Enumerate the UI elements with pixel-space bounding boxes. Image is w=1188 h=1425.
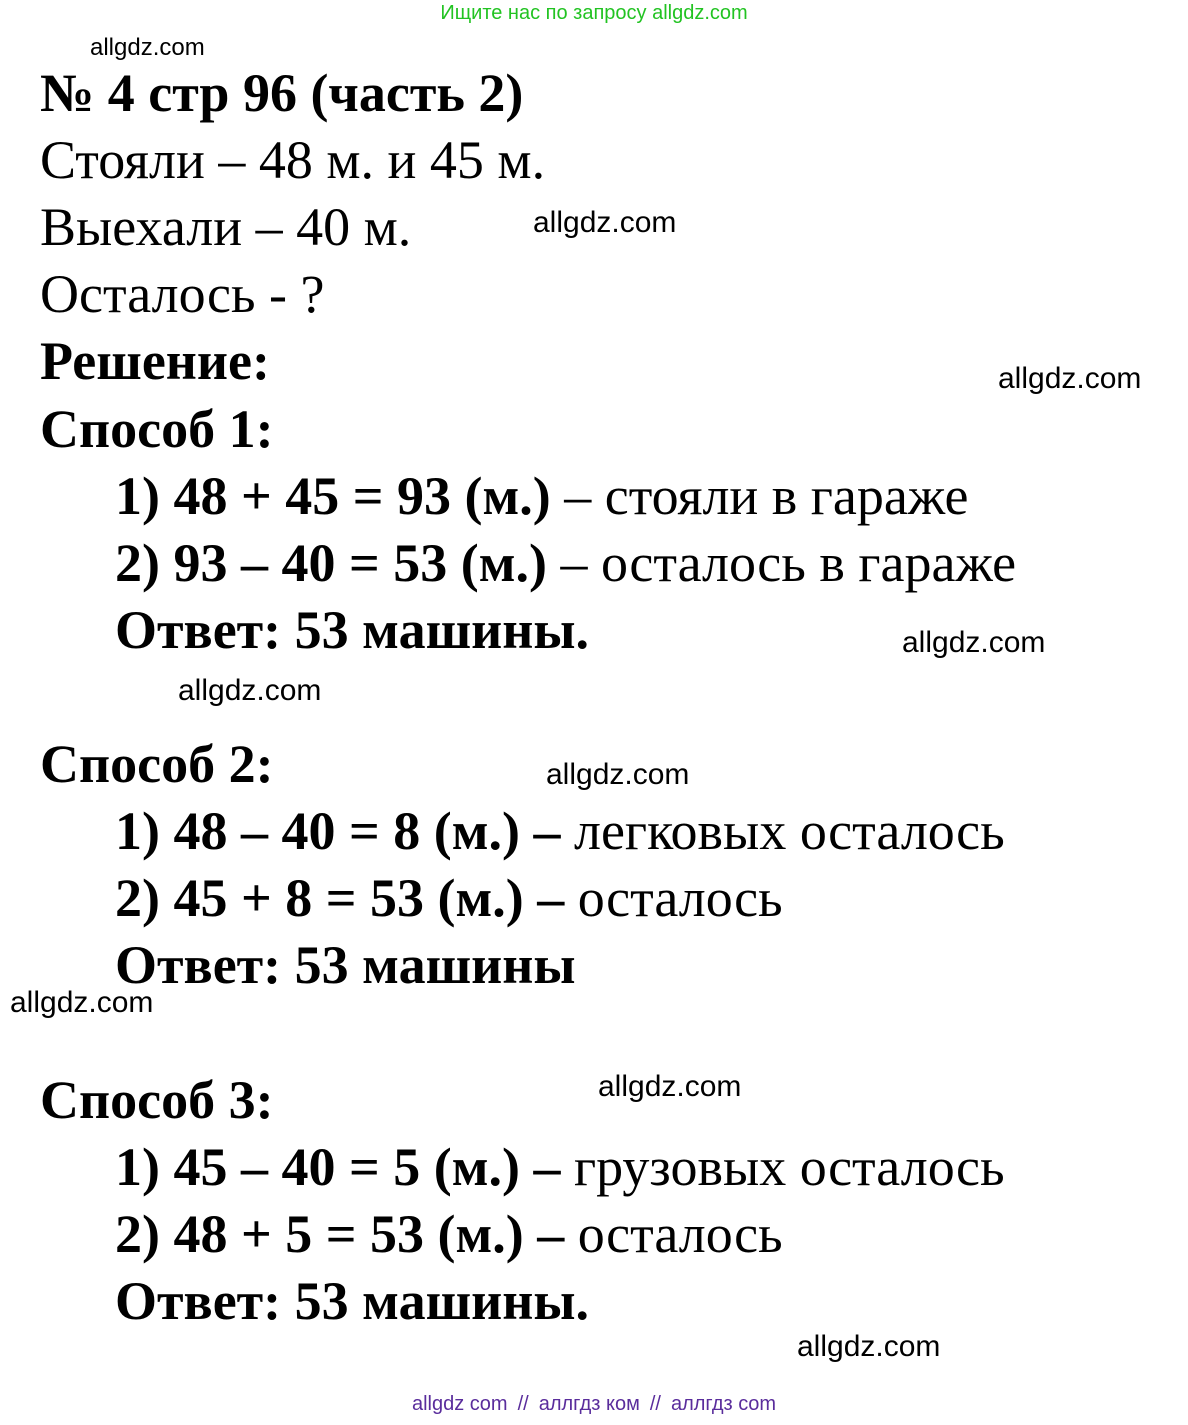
step-description: – стояли в гараже: [550, 466, 969, 526]
watermark: allgdz.com: [10, 986, 154, 1019]
method-label: Способ 2:: [40, 734, 274, 794]
watermark: allgdz.com: [90, 34, 205, 61]
given-line: Осталось - ?: [40, 264, 325, 324]
solution-step: [115, 800, 1005, 862]
watermark: allgdz.com: [598, 1070, 742, 1103]
step-description: грузовых осталось: [560, 1137, 1005, 1197]
watermark: allgdz.com: [998, 362, 1142, 395]
step-description: осталось: [564, 1204, 783, 1264]
step-expression: 1) 48 – 40 = 8 (м.) –: [115, 801, 561, 861]
watermark: allgdz.com: [533, 206, 677, 239]
step-expression: 2) 48 + 5 = 53 (м.) –: [115, 1204, 565, 1264]
solution-step: [115, 532, 1016, 594]
step-expression: 1) 45 – 40 = 5 (м.) –: [115, 1137, 561, 1197]
footer-separator: //: [517, 1393, 529, 1415]
watermark: allgdz.com: [178, 674, 322, 707]
step-description: легковых осталось: [560, 801, 1005, 861]
watermark: allgdz.com: [797, 1330, 941, 1363]
watermark: allgdz.com: [902, 626, 1046, 659]
answer: Ответ: 53 машины.: [115, 600, 590, 660]
top-banner: Ищите нас по запросу allgdz.com: [440, 2, 748, 24]
solution-step: [115, 465, 968, 527]
footer: [0, 1393, 1188, 1416]
footer-link[interactable]: аллгдз ком: [538, 1393, 640, 1415]
step-expression: 1) 48 + 45 = 93 (м.): [115, 466, 551, 526]
page-title: № 4 стр 96 (часть 2): [40, 63, 524, 123]
method-label: Способ 1:: [40, 399, 274, 459]
solution-step: [115, 867, 783, 929]
answer: Ответ: 53 машины.: [115, 1271, 590, 1331]
solution-step: [115, 1203, 783, 1265]
solution-label: Решение:: [40, 331, 270, 391]
watermark: allgdz.com: [546, 758, 690, 791]
footer-link[interactable]: аллгдз com: [670, 1393, 776, 1415]
given-line: Стояли – 48 м. и 45 м.: [40, 130, 546, 190]
solution-step: [115, 1136, 1005, 1198]
given-line: Выехали – 40 м.: [40, 197, 412, 257]
step-expression: 2) 93 – 40 = 53 (м.): [115, 533, 547, 593]
method-label: Способ 3:: [40, 1070, 274, 1130]
step-expression: 2) 45 + 8 = 53 (м.) –: [115, 868, 565, 928]
step-description: – осталось в гараже: [547, 533, 1017, 593]
footer-separator: //: [649, 1393, 661, 1415]
footer-link[interactable]: allgdz com: [411, 1393, 508, 1415]
step-description: осталось: [564, 868, 783, 928]
answer: Ответ: 53 машины: [115, 935, 576, 995]
